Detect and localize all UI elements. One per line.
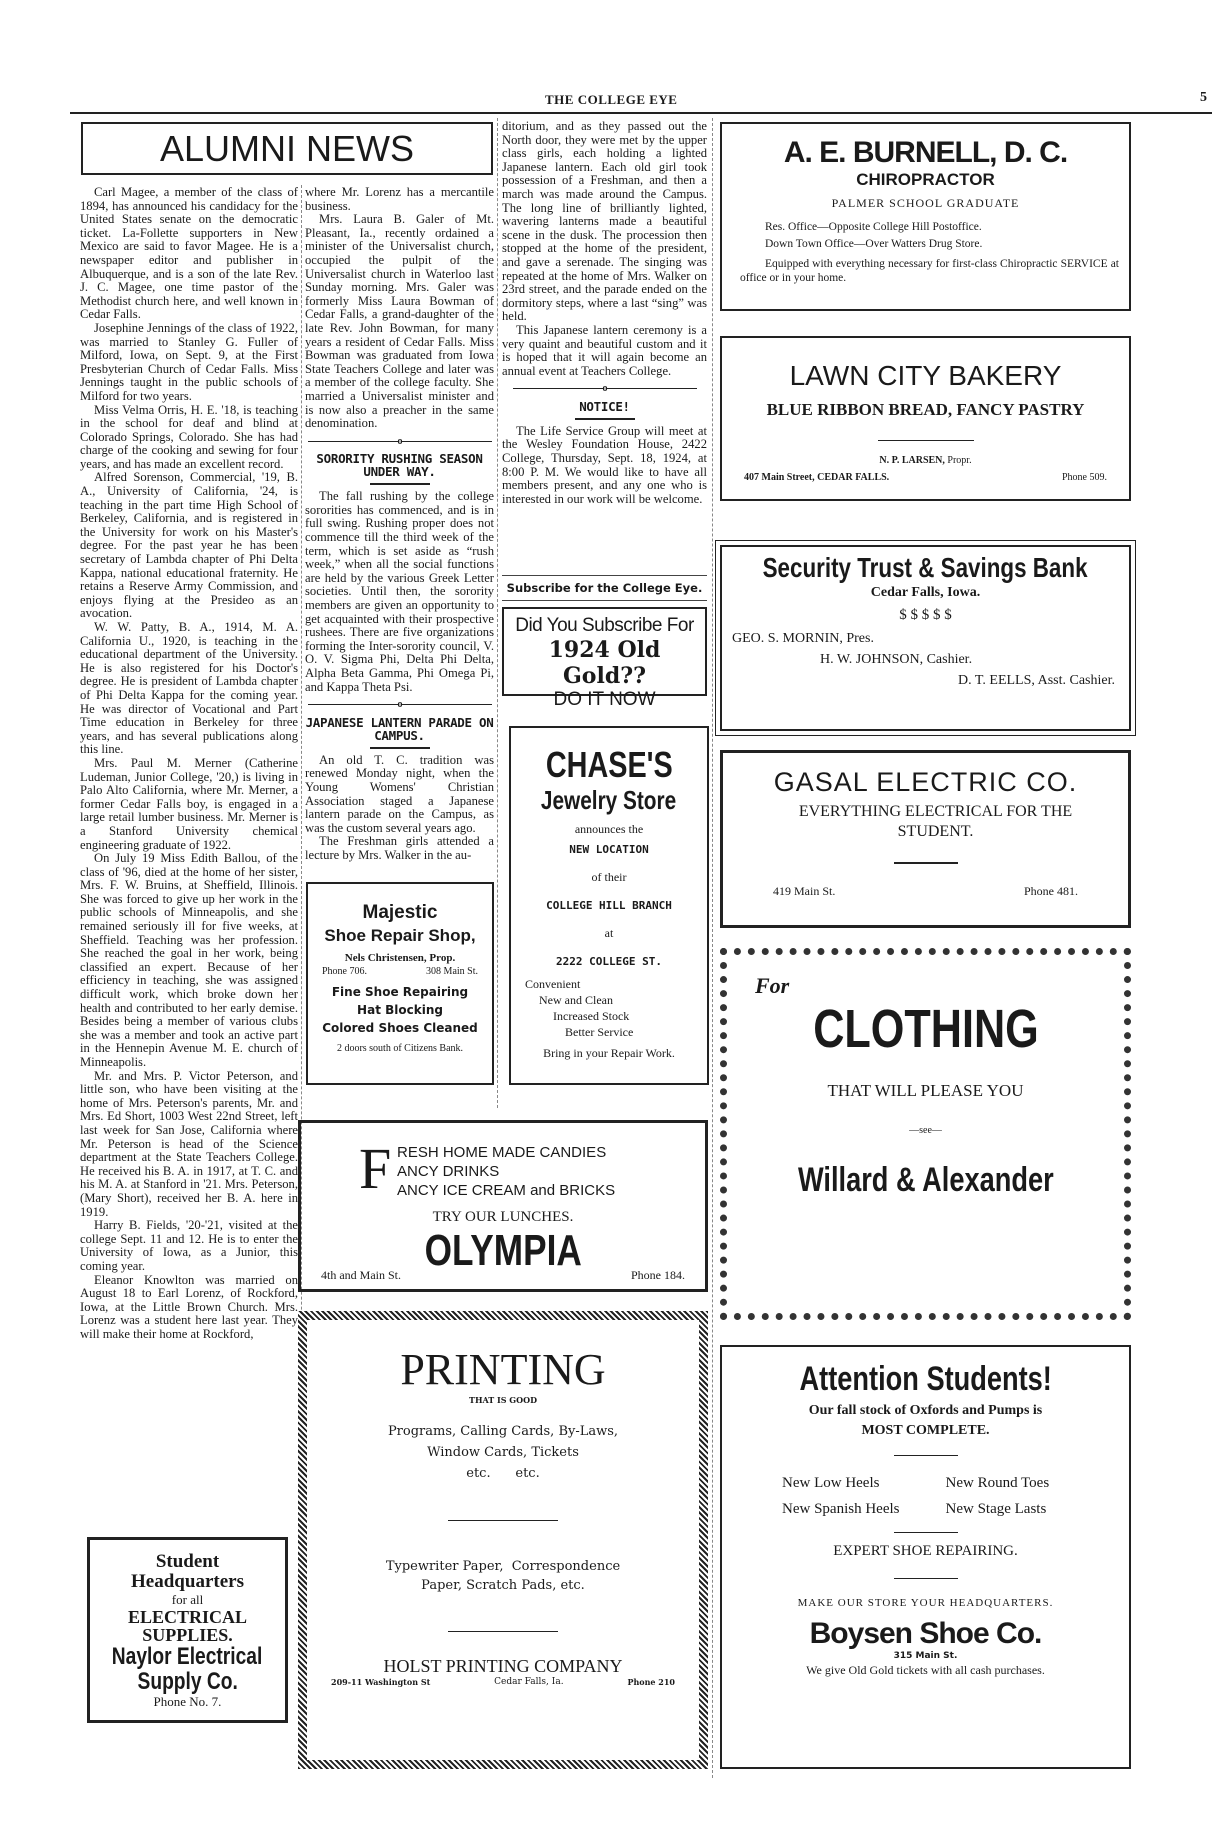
ad-text: We give Old Gold tickets with all cash purchases. (806, 1663, 1045, 1677)
ad-phone: Phone 210 (627, 1677, 675, 1687)
ad-name: Boysen Shoe Co. (809, 1617, 1042, 1650)
ad-text: of their (591, 870, 627, 884)
ad-text: Paper, Scratch Pads, etc. (421, 1578, 585, 1593)
ad-text: For (755, 973, 790, 998)
olympia-ad (298, 1120, 708, 1292)
article-paragraph: Harry B. Fields, '20-'21, visited at the college Sept. 11 and 12. He is to enter the University of Iowa, as a Junior, this coming year. (80, 1218, 298, 1273)
officer: GEO. S. MORNIN, Pres. (732, 631, 874, 646)
ad-name: Shoe Repair Shop, (324, 926, 476, 945)
ad-text: Equipped with everything necessary for first-class Chiropractic SERVICE at office or in your home. (740, 258, 1119, 284)
separator: o (502, 382, 707, 396)
separator (894, 862, 958, 864)
ad-text: 2 doors south of Citizens Bank. (336, 1043, 464, 1054)
article-paragraph: On July 19 Miss Edith Ballou, of the class of '96, died at the home of her sister, Mrs. F. W. Bruins, at Sheffield, Illinois. She was forced to give up her work in the public schools of Minneapolis, and she remained seriously ill for five weeks, at Sheffield. Teaching was her profession. She reached the goal in her work, being classified an expert. Because of her efficiency in teaching, she was assigned difficult work, which broke down her health and contributed to her early demise. Besides being a member of various clubs she was a member and took an active part in the Hennepin Avenue M. E. church of Minneapolis. (80, 851, 298, 1069)
column-divider (497, 118, 498, 1108)
ad-address: 4th and Main St. (321, 1268, 401, 1282)
old-gold-ad (502, 607, 707, 710)
separator (448, 1520, 558, 1521)
article-paragraph: Eleanor Knowlton was married on August 18 to Earl Lorenz, of Rockford, Iowa, at the Little Brown Church. Mrs. Lorenz was a student here last year. They will make their home at Rockford, (80, 1272, 298, 1341)
ad-name: Security Trust & Savings Bank (763, 552, 1088, 583)
ad-city: Cedar Falls, Ia. (494, 1677, 564, 1687)
ad-text: Programs, Calling Cards, By-Laws, (387, 1424, 619, 1439)
ad-text: THAT IS GOOD (468, 1395, 538, 1405)
ad-feature: Better Service (565, 1025, 634, 1039)
ad-address: 419 Main St. (773, 884, 836, 898)
ad-phone: Phone No. 7. (153, 1694, 222, 1709)
separator: o (305, 698, 494, 712)
shoe-style: New Low Heels (782, 1475, 880, 1491)
ad-name: HOLST PRINTING COMPANY (383, 1656, 623, 1676)
majestic-shoe-ad (306, 882, 494, 1085)
ad-text: Down Town Office—Over Watters Drug Store. (765, 238, 983, 250)
ad-text: DO IT NOW (553, 689, 656, 710)
ad-feature: Increased Stock (553, 1009, 630, 1023)
ad-name: OLYMPIA (424, 1226, 582, 1275)
ad-name: CLOTHING (812, 999, 1039, 1059)
article-paragraph: An old T. C. tradition was renewed Monday night, when the Young Womens' Christian Association staged a Japanese lantern parade on the Campus, as was the custom several years ago. (305, 752, 494, 835)
ad-text: at (604, 926, 614, 940)
ad-name: CHASE'S (545, 744, 673, 785)
ad-text: Propr. (947, 455, 972, 466)
article-paragraph: The Freshman girls attended a lecture by Mrs. Walker in the au- (305, 834, 494, 862)
ad-name: GASAL ELECTRIC CO. (773, 767, 1078, 797)
ad-name: LAWN CITY BAKERY (789, 360, 1062, 391)
news-column-2 (305, 186, 494, 876)
ad-address: 2222 COLLEGE ST. (556, 955, 662, 968)
willard-alexander-clothing-ad (720, 948, 1131, 1320)
ad-text: NEW LOCATION (569, 843, 649, 856)
separator (370, 747, 430, 749)
ad-text: Headquarters (131, 1571, 244, 1592)
ad-phone: Phone 706. (322, 966, 367, 977)
ad-text: Colored Shoes Cleaned (322, 1021, 478, 1035)
drop-cap: F (359, 1136, 392, 1201)
ad-text: SUPPLIES. (142, 1625, 233, 1645)
ad-phone: Phone 509. (1062, 472, 1107, 483)
ad-text: ANCY DRINKS (397, 1163, 500, 1180)
ad-name: Majestic (362, 902, 438, 923)
article-paragraph: The fall rushing by the college sororities has commenced, and is in full swing. Rushing proper does not commence till the third week of the term, which is set aside as “rush week,” when all the social functions are held by the various Greek Letter societies. Until then, the sorority members are given an opportunity to get acquainted with their prospective rushees. There are five organizations forming the Inter-sorority council, V. O. V. Sigma Phi, Delta Phi Delta, Alpha Beta Gamma, Phi Omega Pi, and Kappa Theta Psi. (305, 489, 494, 694)
article-paragraph: Mrs. Laura B. Galer of Mt. Pleasant, Ia., recently ordained a minister of the Universalist church, occupied the pulpit of the Universalist church in Waterloo last Sunday morning. Mrs. Galer was formerly Miss Laura Bowman of Cedar Falls, a grand-daughter of the late Rev. John Bowman, for many years a resident of Cedar Falls. Miss Bowman was graduated from Iowa State Teachers College and later was a member of the college faculty. She married a Universalist minister and is now also a preacher in the same denomination. (305, 212, 494, 431)
ad-text: Our fall stock of Oxfords and Pumps is (808, 1403, 1043, 1418)
alumni-column-1 (80, 186, 298, 1516)
ad-name: Willard & Alexander (797, 1161, 1054, 1199)
ad-text: ANCY ICE CREAM and BRICKS (397, 1182, 616, 1199)
ad-text: Did You Subscribe For (515, 615, 694, 636)
security-bank-ad (720, 545, 1131, 731)
ad-text: CHIROPRACTOR (856, 170, 995, 189)
ad-text: PALMER SCHOOL GRADUATE (831, 196, 1020, 210)
ad-text: Window Cards, Tickets (427, 1445, 579, 1460)
article-paragraph: This Japanese lantern ceremony is a very quaint and beautiful custom and it is hoped that it will again become an annual event at Teachers College. (502, 322, 707, 378)
news-column-3 (502, 120, 707, 590)
ad-feature: New and Clean (539, 993, 613, 1007)
article-paragraph: The Life Service Group will meet at the Wesley Foundation House, 2422 College, Thursday, Sept. 18, 1924, at 8:00 P. M. We would like to have all members present, and any one who is interested in our work will be welcome. (502, 423, 707, 506)
header-rule (70, 112, 1212, 114)
officer: D. T. EELLS, Asst. Cashier. (958, 673, 1115, 688)
ad-text: Res. Office—Opposite College Hill Postoffice. (765, 221, 982, 233)
article-paragraph: where Mr. Lorenz has a mercantile business. (305, 186, 494, 213)
subscribe-notice: Subscribe for the College Eye. (502, 575, 707, 601)
gasal-electric-ad (720, 750, 1131, 928)
ad-address: 407 Main Street, CEDAR FALLS. (744, 472, 890, 483)
officer: H. W. JOHNSON, Cashier. (820, 652, 973, 667)
ad-text: BLUE RIBBON BREAD, FANCY PASTRY (766, 400, 1085, 419)
ad-text: etc. etc. (466, 1466, 540, 1481)
ad-text: Nels Christensen, Prop. (344, 952, 456, 964)
separator (894, 1455, 958, 1456)
headline-notice: NOTICE! (579, 398, 630, 414)
ad-text: EXPERT SHOE REPAIRING. (833, 1543, 1018, 1559)
ad-phone: Phone 481. (1024, 884, 1078, 898)
naylor-electrical-ad (87, 1537, 288, 1723)
headline-lantern: JAPANESE LANTERN PARADE ON CAMPUS. (305, 714, 494, 743)
shoe-style: New Round Toes (945, 1475, 1050, 1491)
article-paragraph: Carl Magee, a member of the class of 1894, has announced his candidacy for the United States senate on the democratic ticket. La-Follette supporters in New Mexico are said to favor Magee. He is a newspaper editor and publisher in Albuquerque, and is a son of the late Rev. J. C. Magee, one time pastor of the Methodist church here, and well known in Cedar Falls. (80, 186, 298, 322)
ad-text: ELECTRICAL (127, 1607, 248, 1627)
ad-text: THAT WILL PLEASE YOU (827, 1081, 1024, 1100)
ad-address: 308 Main St. (426, 966, 478, 977)
ad-text: Typewriter Paper, Correspondence (385, 1559, 621, 1574)
ad-text: for all (171, 1592, 204, 1607)
ad-address: 209-11 Washington St (331, 1677, 431, 1687)
ad-text: MAKE OUR STORE YOUR HEADQUARTERS. (797, 1597, 1054, 1609)
ad-text: Bring in your Repair Work. (543, 1046, 675, 1060)
column-divider (712, 118, 713, 1778)
ad-text: Hat Blocking (357, 1003, 443, 1017)
ad-text: 1924 Old Gold?? (548, 637, 661, 689)
ad-address: 315 Main St. (893, 1651, 958, 1661)
holst-printing-ad (298, 1311, 708, 1769)
article-paragraph: Mr. and Mrs. P. Victor Peterson, and little son, who have been visiting at the home of Mrs. Peterson's parents, Mr. and Mrs. Ed Short, 1003 West 22nd Street, left last week for San Jose, California where Mr. Peterson is head of the Science department at the State Teachers College. He received his B. A. in 1917, at T. C. and his M. A. at Stanford in '21. Mrs. Peterson, (Mary Short), received her B. A. here in 1919. (80, 1068, 298, 1219)
dollar-signs: $ $ $ $ $ (899, 607, 952, 623)
lawn-city-bakery-ad (720, 336, 1131, 501)
article-paragraph: Alfred Sorenson, Commercial, '19, B. A., University of California, '24, is teaching in the part time High School of Berkeley, California, and is registered in the University for work on his Master's degree. For the past year he has been secretary of Lambda chapter of Phi Delta Kappa, national educational fraternity. He retains a Reserve Army Commission, and enjoys flying at the Presideo as an avocation. (80, 470, 298, 621)
headline-sorority: SORORITY RUSHING SEASON UNDER WAY. (316, 451, 483, 480)
separator (448, 1631, 558, 1632)
ad-text: COLLEGE HILL BRANCH (546, 899, 672, 912)
article-paragraph: Mrs. Paul M. Merner (Catherine Ludeman, Junior College, '20,) is living in Palo Alto California, where Mr. Merner, a former Cedar Falls boy, is engaged in a large retail lumber business. Mr. Merner is a Stanford University chemical engineering graduate of 1922. (80, 755, 298, 852)
ad-text: Student (155, 1551, 220, 1572)
ad-text: RESH HOME MADE CANDIES (397, 1144, 607, 1161)
ad-heading: Attention Students! (799, 1360, 1052, 1398)
ad-text: Cedar Falls, Iowa. (870, 585, 981, 600)
ad-text: Fine Shoe Repairing (331, 985, 469, 999)
shoe-style: New Stage Lasts (945, 1501, 1047, 1517)
article-paragraph: Josephine Jennings of the class of 1922, was married to Stanley G. Fuller of Milford, Iowa, on Sept. 9, at the First Presbyterian Church of Cedar Falls. Miss Jennings taught in the public schools of Milford for two years. (80, 320, 298, 403)
newspaper-title: THE COLLEGE EYE (545, 92, 678, 107)
ad-name: Supply Co. (137, 1668, 238, 1695)
chase-jewelry-ad (509, 726, 709, 1085)
article-paragraph: Miss Velma Orris, H. E. '18, is teaching in the school for deaf and blind at Colorado Springs, Colorado. She has had charge of the cooking and sewing for four years, and has made an excellent record. (80, 402, 298, 471)
separator: o (305, 435, 494, 449)
alumni-news-heading: ALUMNI NEWS (81, 122, 493, 175)
ad-text: TRY OUR LUNCHES. (432, 1209, 574, 1225)
ad-text: announces the (574, 822, 644, 836)
ad-feature: Convenient (525, 977, 581, 991)
shoe-style: New Spanish Heels (782, 1501, 900, 1517)
separator (370, 483, 430, 485)
article-paragraph: ditorium, and as they passed out the North door, they were met by the upper class girls, each holding a lighted Japanese lantern. Each old girl took possession of a Freshman, and then a march was made around the Campus. The long line of brilliantly lighted, wavering lanterns made a beautiful scene in the dusk. The procession then stopped at the home of the president, and gave a serenade. The singing was repeated at the home of Mrs. Walker on 23rd street, and the parade ended on the dormitory steps, where a last “sing” was held. (502, 120, 707, 324)
ad-phone: Phone 184. (631, 1268, 685, 1282)
separator (894, 1578, 958, 1579)
ad-name: PRINTING (400, 1345, 606, 1394)
burnell-chiropractor-ad (720, 122, 1131, 311)
ad-proprietor: N. P. LARSEN, (879, 455, 945, 466)
ad-name: Naylor Electrical (112, 1643, 263, 1670)
separator (575, 418, 635, 420)
ad-text: MOST COMPLETE. (861, 1423, 990, 1438)
separator (894, 1532, 958, 1533)
page-number: 5 (1200, 90, 1207, 105)
ad-name: Jewelry Store (541, 785, 677, 815)
separator (878, 440, 974, 441)
ad-name: A. E. BURNELL, D. C. (783, 136, 1068, 169)
ad-text: EVERYTHING ELECTRICAL FOR THE STUDENT. (798, 803, 1073, 840)
ad-text: —see— (909, 1125, 942, 1136)
boysen-shoe-ad (720, 1345, 1131, 1769)
article-paragraph: W. W. Patty, B. A., 1914, M. A. California U., 1920, is teaching in the educational department of the University. He is also registered for his Doctor's degree. He is president of Lambda chapter of Phi Delta Kappa for the coming year. He was director of Vocational and Part Time education in Berkeley for three years, and has several publications along this line. (80, 620, 298, 757)
